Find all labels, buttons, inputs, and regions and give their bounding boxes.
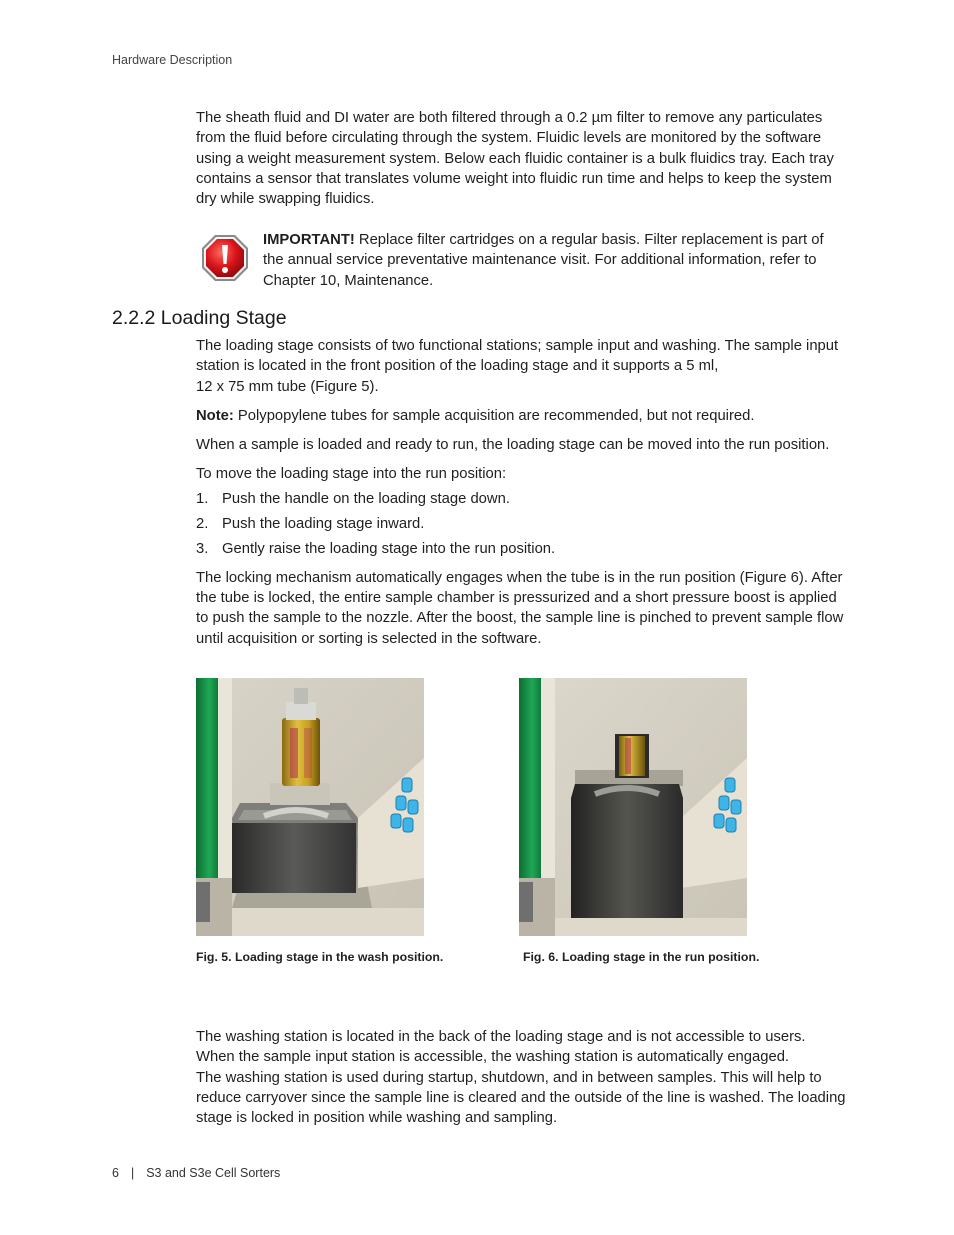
important-text	[263, 230, 833, 291]
section-paragraph-3: To move the loading stage into the run position:	[196, 466, 507, 483]
footer-separator: |	[130, 1166, 135, 1180]
closing-line-2: When the sample input station is accessible, the washing station is automatically engaged.	[196, 1049, 790, 1066]
figure-5-caption: Fig. 5. Loading stage in the wash position.	[196, 950, 444, 964]
note-text: Polypopylene tubes for sample acquisition are recommended, but not required.	[233, 407, 755, 424]
steps-list	[196, 489, 846, 559]
section-paragraph-2: When a sample is loaded and ready to run, the loading stage can be moved into the run position.	[196, 437, 830, 454]
step-number: 2.	[196, 515, 209, 532]
figure-6-caption: Fig. 6. Loading stage in the run position.	[523, 950, 760, 964]
figure-6-photo	[519, 678, 747, 936]
section-paragraph-1	[196, 336, 846, 397]
step-number: 1.	[196, 490, 209, 507]
intro-paragraph: The sheath fluid and DI water are both filtered through a 0.2 µm filter to remove any particulates from the fluid before circulating through the system. Fluidic levels are monitored by the software using a weight measurement system. Below each fluidic container is a bulk fluidics tray. Each tray contains a sensor that translates volume weight into fluidic run time and helps to keep the system dry while swapping fluidics.	[196, 110, 834, 208]
section-body	[196, 336, 846, 658]
note-label: Note:	[196, 407, 234, 424]
closing-rest: The washing station is used during startup, shutdown, and in between samples. This will help to reduce carryover since the sample line is cleared and the outside of the line is washed. The loading stage is locked in position while washing and sampling.	[196, 1069, 846, 1127]
figure-5-photo	[196, 678, 424, 936]
p1-line2: 12 x 75 mm tube (Figure 5).	[196, 378, 379, 395]
important-callout	[200, 230, 850, 290]
p1-line1: The loading stage consists of two functional stations; sample input and washing. The sample input station is located in the front position of the loading stage and it supports a 5 ml,	[196, 338, 839, 375]
warning-exclamation-icon	[200, 233, 250, 283]
section-paragraph-4: The locking mechanism automatically engages when the tube is in the run position (Figure 6). After the tube is locked, the entire sample chamber is pressurized and a short pressure boost is applied to push the sample to the nozzle. After the boost, the sample line is pinched to prevent sample flow until acquisition or sorting is selected in the software.	[196, 569, 844, 647]
list-item	[196, 514, 846, 534]
list-item	[196, 539, 846, 559]
list-item	[196, 489, 846, 509]
closing-paragraph	[196, 1027, 846, 1128]
important-body: Replace filter cartridges on a regular basis. Filter replacement is part of the annual service preventative maintenance visit. For additional information, refer to Chapter 10, Maintenance.	[263, 232, 824, 289]
page-number: 6	[112, 1166, 119, 1180]
section-heading: 2.2.2 Loading Stage	[112, 307, 287, 329]
footer-title: S3 and S3e Cell Sorters	[146, 1166, 281, 1180]
note-paragraph	[196, 406, 846, 426]
step-text: Gently raise the loading stage into the run position.	[222, 540, 556, 557]
running-head: Hardware Description	[112, 53, 233, 67]
step-text: Push the handle on the loading stage down.	[222, 490, 510, 507]
closing-line-1: The washing station is located in the back of the loading stage and is not accessible to users.	[196, 1029, 806, 1045]
step-number: 3.	[196, 540, 209, 557]
step-text: Push the loading stage inward.	[222, 515, 425, 532]
page-footer	[112, 1166, 280, 1180]
important-label: IMPORTANT!	[263, 232, 355, 248]
